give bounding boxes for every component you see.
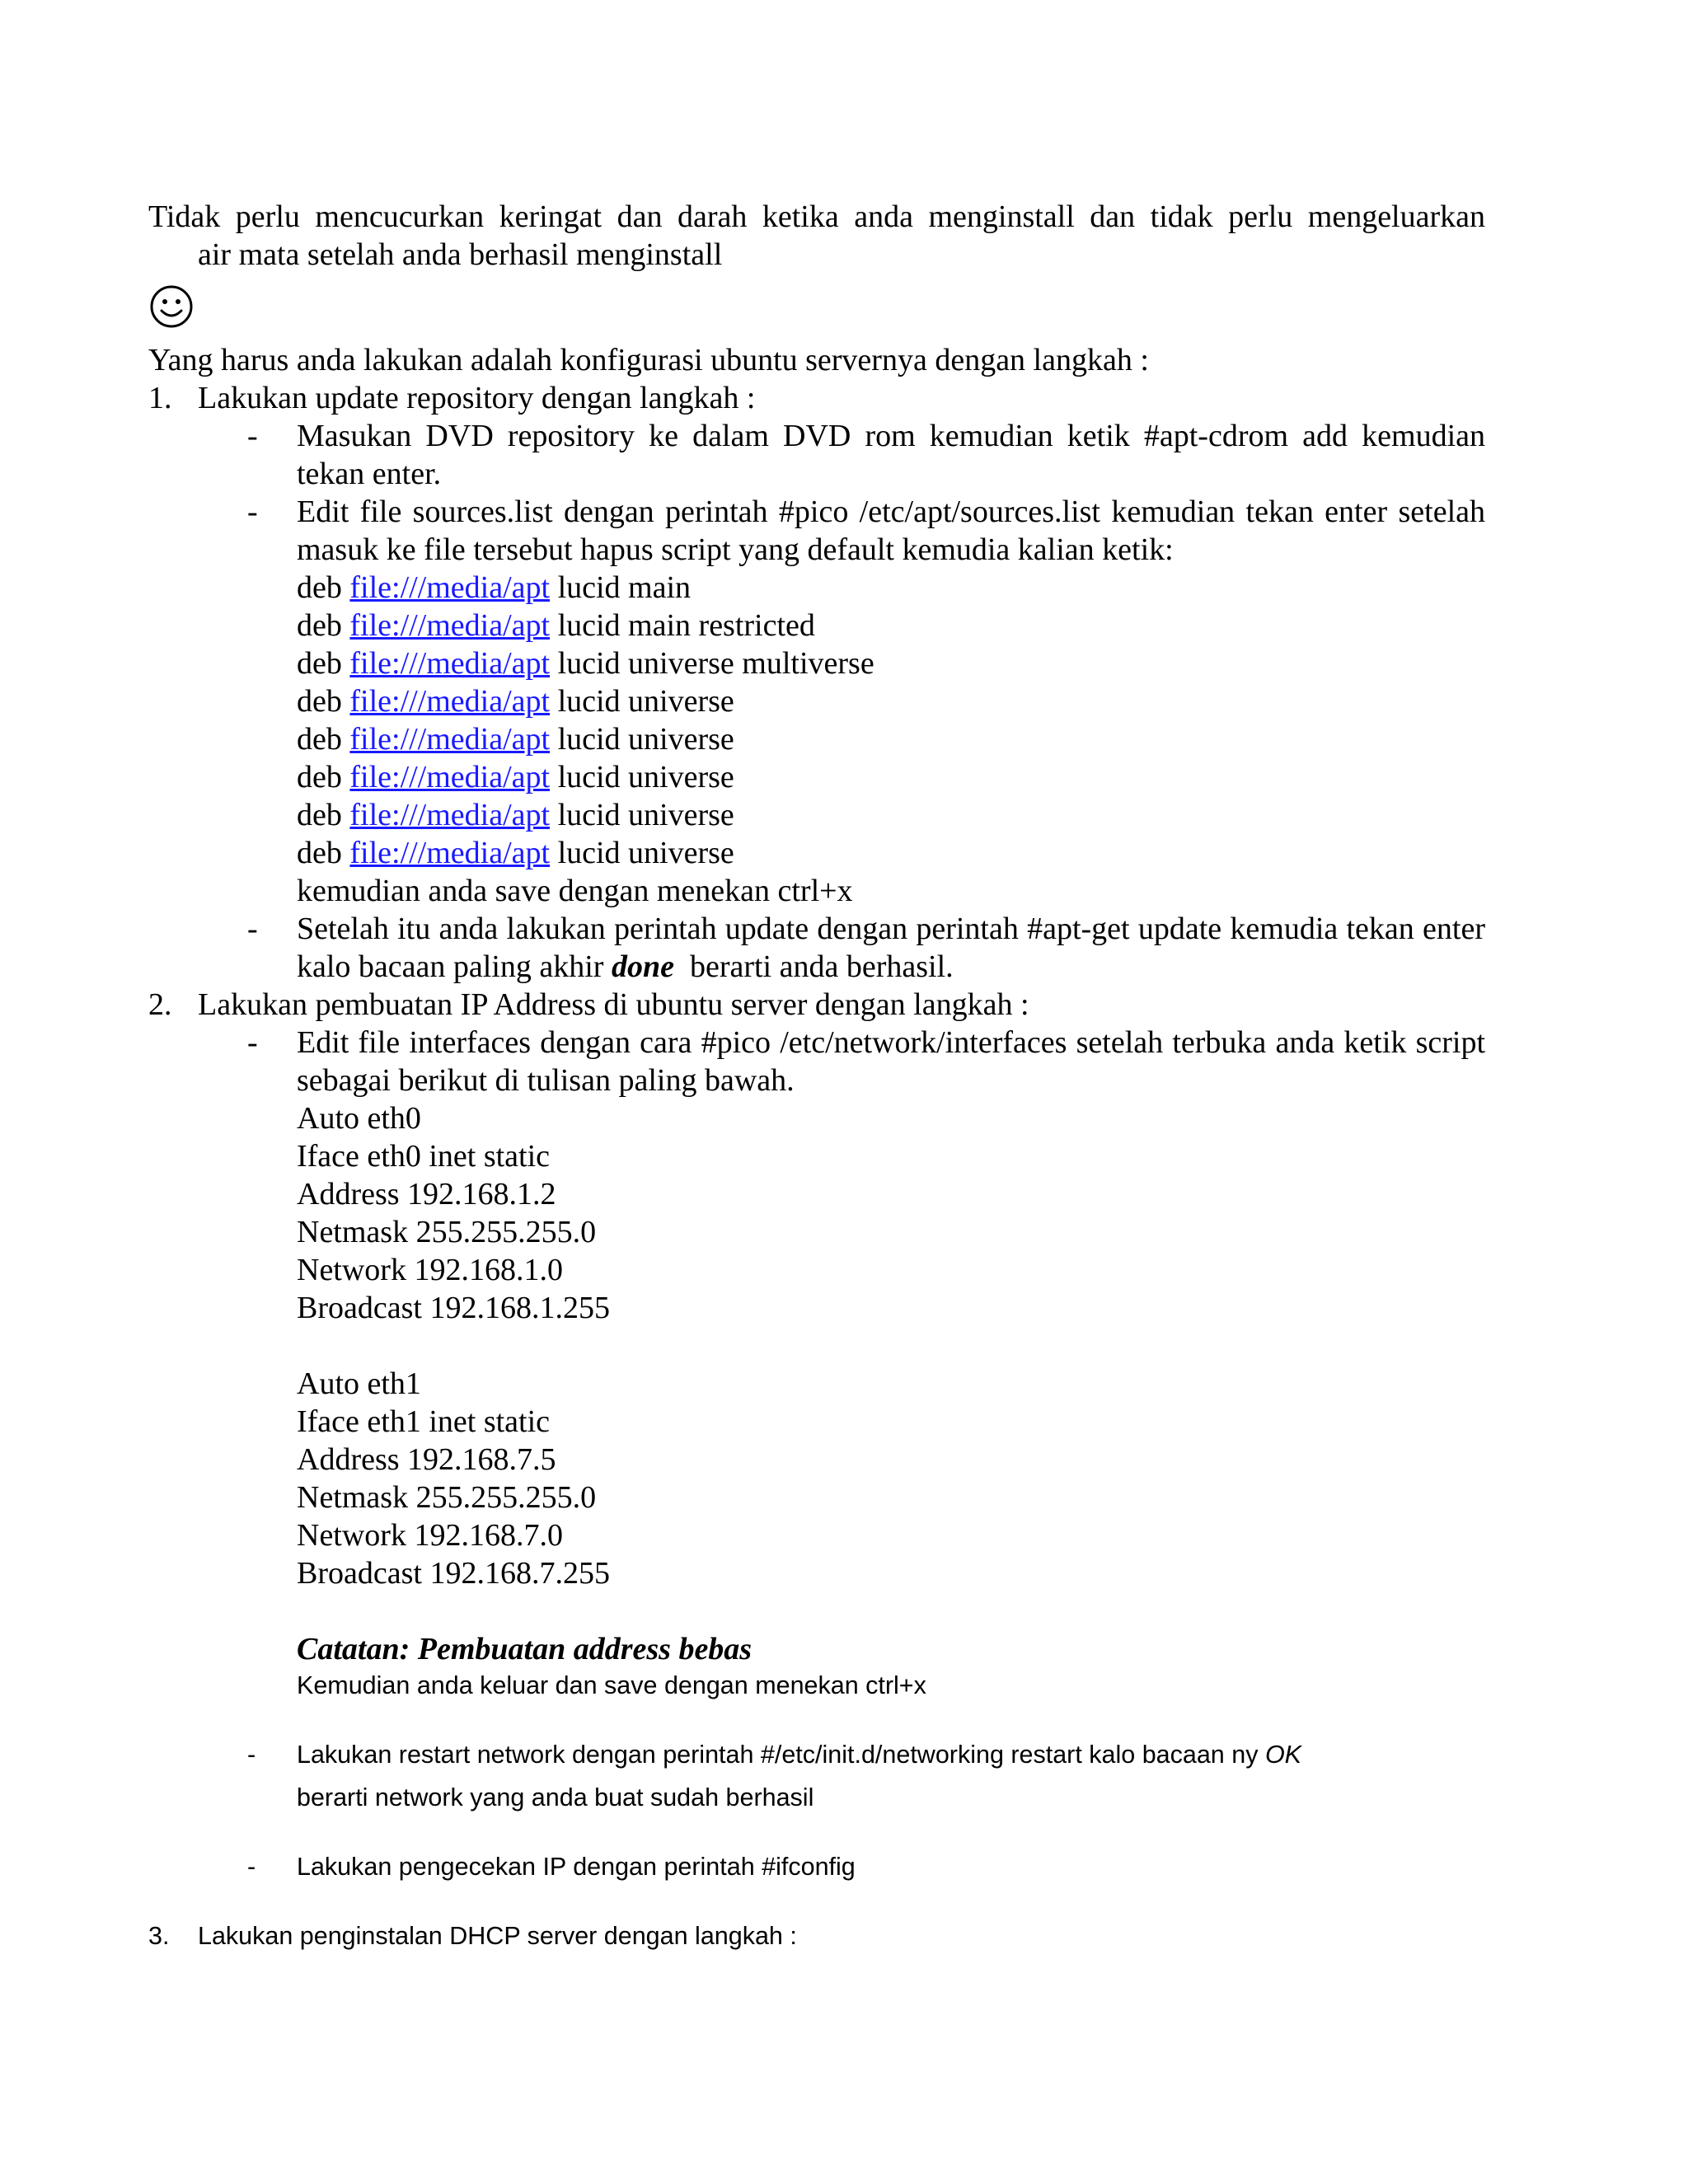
eth0-config-line: Broadcast 192.168.1.255 <box>297 1291 610 1325</box>
eth1-config-line: Address 192.168.7.5 <box>297 1442 556 1477</box>
deb-suite: lucid main <box>550 570 692 605</box>
eth0-config-line: Netmask 255.255.255.0 <box>297 1215 597 1249</box>
bullet-dash: - <box>247 494 258 529</box>
media-apt-link[interactable]: file:///media/apt <box>349 760 551 794</box>
bullet-dash: - <box>247 912 258 946</box>
step-1-title: Lakukan update repository dengan langkah : <box>198 381 756 415</box>
smiley-icon <box>148 284 195 330</box>
media-apt-link[interactable]: file:///media/apt <box>349 722 551 757</box>
keluar-note: Kemudian anda keluar dan save dengan menekan ctrl+x <box>297 1671 926 1699</box>
step-3-title: Lakukan penginstalan DHCP server dengan langkah : <box>198 1922 797 1950</box>
step-2-bullet-1: Edit file interfaces dengan cara #pico /etc/network/interfaces setelah terbuka anda ketik script sebagai berikut di tulisan paling bawah. <box>297 1025 1485 1098</box>
deb-prefix: deb <box>297 760 350 794</box>
deb-line <box>297 569 691 607</box>
eth1-config-line: Broadcast 192.168.7.255 <box>297 1556 610 1591</box>
media-apt-link[interactable]: file:///media/apt <box>349 646 551 681</box>
bullet-dash: - <box>247 419 258 453</box>
deb-prefix: deb <box>297 836 350 870</box>
bullet-dash: - <box>247 1741 256 1769</box>
step-2-bullet-2-line-1 <box>297 1737 1301 1772</box>
media-apt-link[interactable]: file:///media/apt <box>349 836 551 870</box>
step-1-bullet-3-text: Setelah itu anda lakukan perintah update dengan perintah #apt-get update kemudia tekan enter kalo bacaan paling akhir <box>297 912 1485 984</box>
save-note: kemudian anda save dengan menekan ctrl+x <box>297 874 853 908</box>
eth1-config-line: Network 192.168.7.0 <box>297 1518 563 1553</box>
bullet-dash: - <box>247 1025 258 1060</box>
deb-prefix: deb <box>297 646 350 681</box>
eth0-config-line: Auto eth0 <box>297 1101 421 1136</box>
media-apt-link[interactable]: file:///media/apt <box>349 798 551 832</box>
deb-line <box>297 796 734 834</box>
done-keyword: done <box>611 949 674 984</box>
catatan-note: Catatan: Pembuatan address bebas <box>297 1632 753 1666</box>
deb-suite: lucid universe <box>550 722 734 757</box>
deb-line <box>297 758 734 796</box>
eth0-config-line: Network 192.168.1.0 <box>297 1253 563 1287</box>
deb-prefix: deb <box>297 798 350 832</box>
step-2-number: 2. <box>148 987 172 1022</box>
restart-text: Lakukan restart network dengan perintah #/etc/init.d/networking restart kalo bacaan ny <box>297 1741 1259 1769</box>
eth1-config-line: Iface eth1 inet static <box>297 1404 551 1439</box>
deb-suite: lucid universe <box>550 836 734 870</box>
media-apt-link[interactable]: file:///media/apt <box>349 684 551 719</box>
intro-lead: Yang harus anda lakukan adalah konfigurasi ubuntu servernya dengan langkah : <box>148 343 1149 377</box>
eth0-config-line: Address 192.168.1.2 <box>297 1177 556 1212</box>
deb-line <box>297 607 815 644</box>
eth1-config-line: Netmask 255.255.255.0 <box>297 1480 597 1515</box>
intro-line-2: air mata setelah anda berhasil menginstall <box>198 237 723 272</box>
media-apt-link[interactable]: file:///media/apt <box>349 608 551 643</box>
step-2-title: Lakukan pembuatan IP Address di ubuntu server dengan langkah : <box>198 987 1029 1022</box>
step-2-bullet-2-line-2: berarti network yang anda buat sudah berhasil <box>297 1783 814 1811</box>
deb-suite: lucid universe <box>550 760 734 794</box>
step-1-bullet-3 <box>297 910 1485 986</box>
step-1-bullet-1: Masukan DVD repository ke dalam DVD rom kemudian ketik #apt-cdrom add kemudian tekan enter. <box>297 419 1485 491</box>
intro-line-1: Tidak perlu mencucurkan keringat dan darah ketika anda menginstall dan tidak perlu mengeluarkan <box>148 199 1485 234</box>
deb-suite: lucid universe <box>550 684 734 719</box>
step-1-bullet-3-end: berarti anda berhasil. <box>689 949 954 984</box>
deb-suite: lucid universe <box>550 798 734 832</box>
deb-line <box>297 644 874 682</box>
step-3-number: 3. <box>148 1922 170 1950</box>
deb-prefix: deb <box>297 570 350 605</box>
deb-prefix: deb <box>297 684 350 719</box>
deb-line <box>297 720 734 758</box>
deb-line <box>297 834 734 872</box>
deb-prefix: deb <box>297 722 350 757</box>
eth0-config-line: Iface eth0 inet static <box>297 1139 551 1174</box>
deb-suite: lucid main restricted <box>550 608 815 643</box>
media-apt-link[interactable]: file:///media/apt <box>349 570 551 605</box>
eth1-config-line: Auto eth1 <box>297 1366 421 1401</box>
deb-prefix: deb <box>297 608 350 643</box>
ok-keyword: OK <box>1264 1741 1302 1769</box>
bullet-dash: - <box>247 1853 256 1881</box>
step-2-bullet-3: Lakukan pengecekan IP dengan perintah #ifconfig <box>297 1853 856 1881</box>
step-1-number: 1. <box>148 381 172 415</box>
step-1-bullet-2: Edit file sources.list dengan perintah #pico /etc/apt/sources.list kemudian tekan enter setelah masuk ke file tersebut hapus script yang default kemudia kalian ketik: <box>297 494 1485 567</box>
deb-line <box>297 682 734 720</box>
deb-suite: lucid universe multiverse <box>550 646 874 681</box>
